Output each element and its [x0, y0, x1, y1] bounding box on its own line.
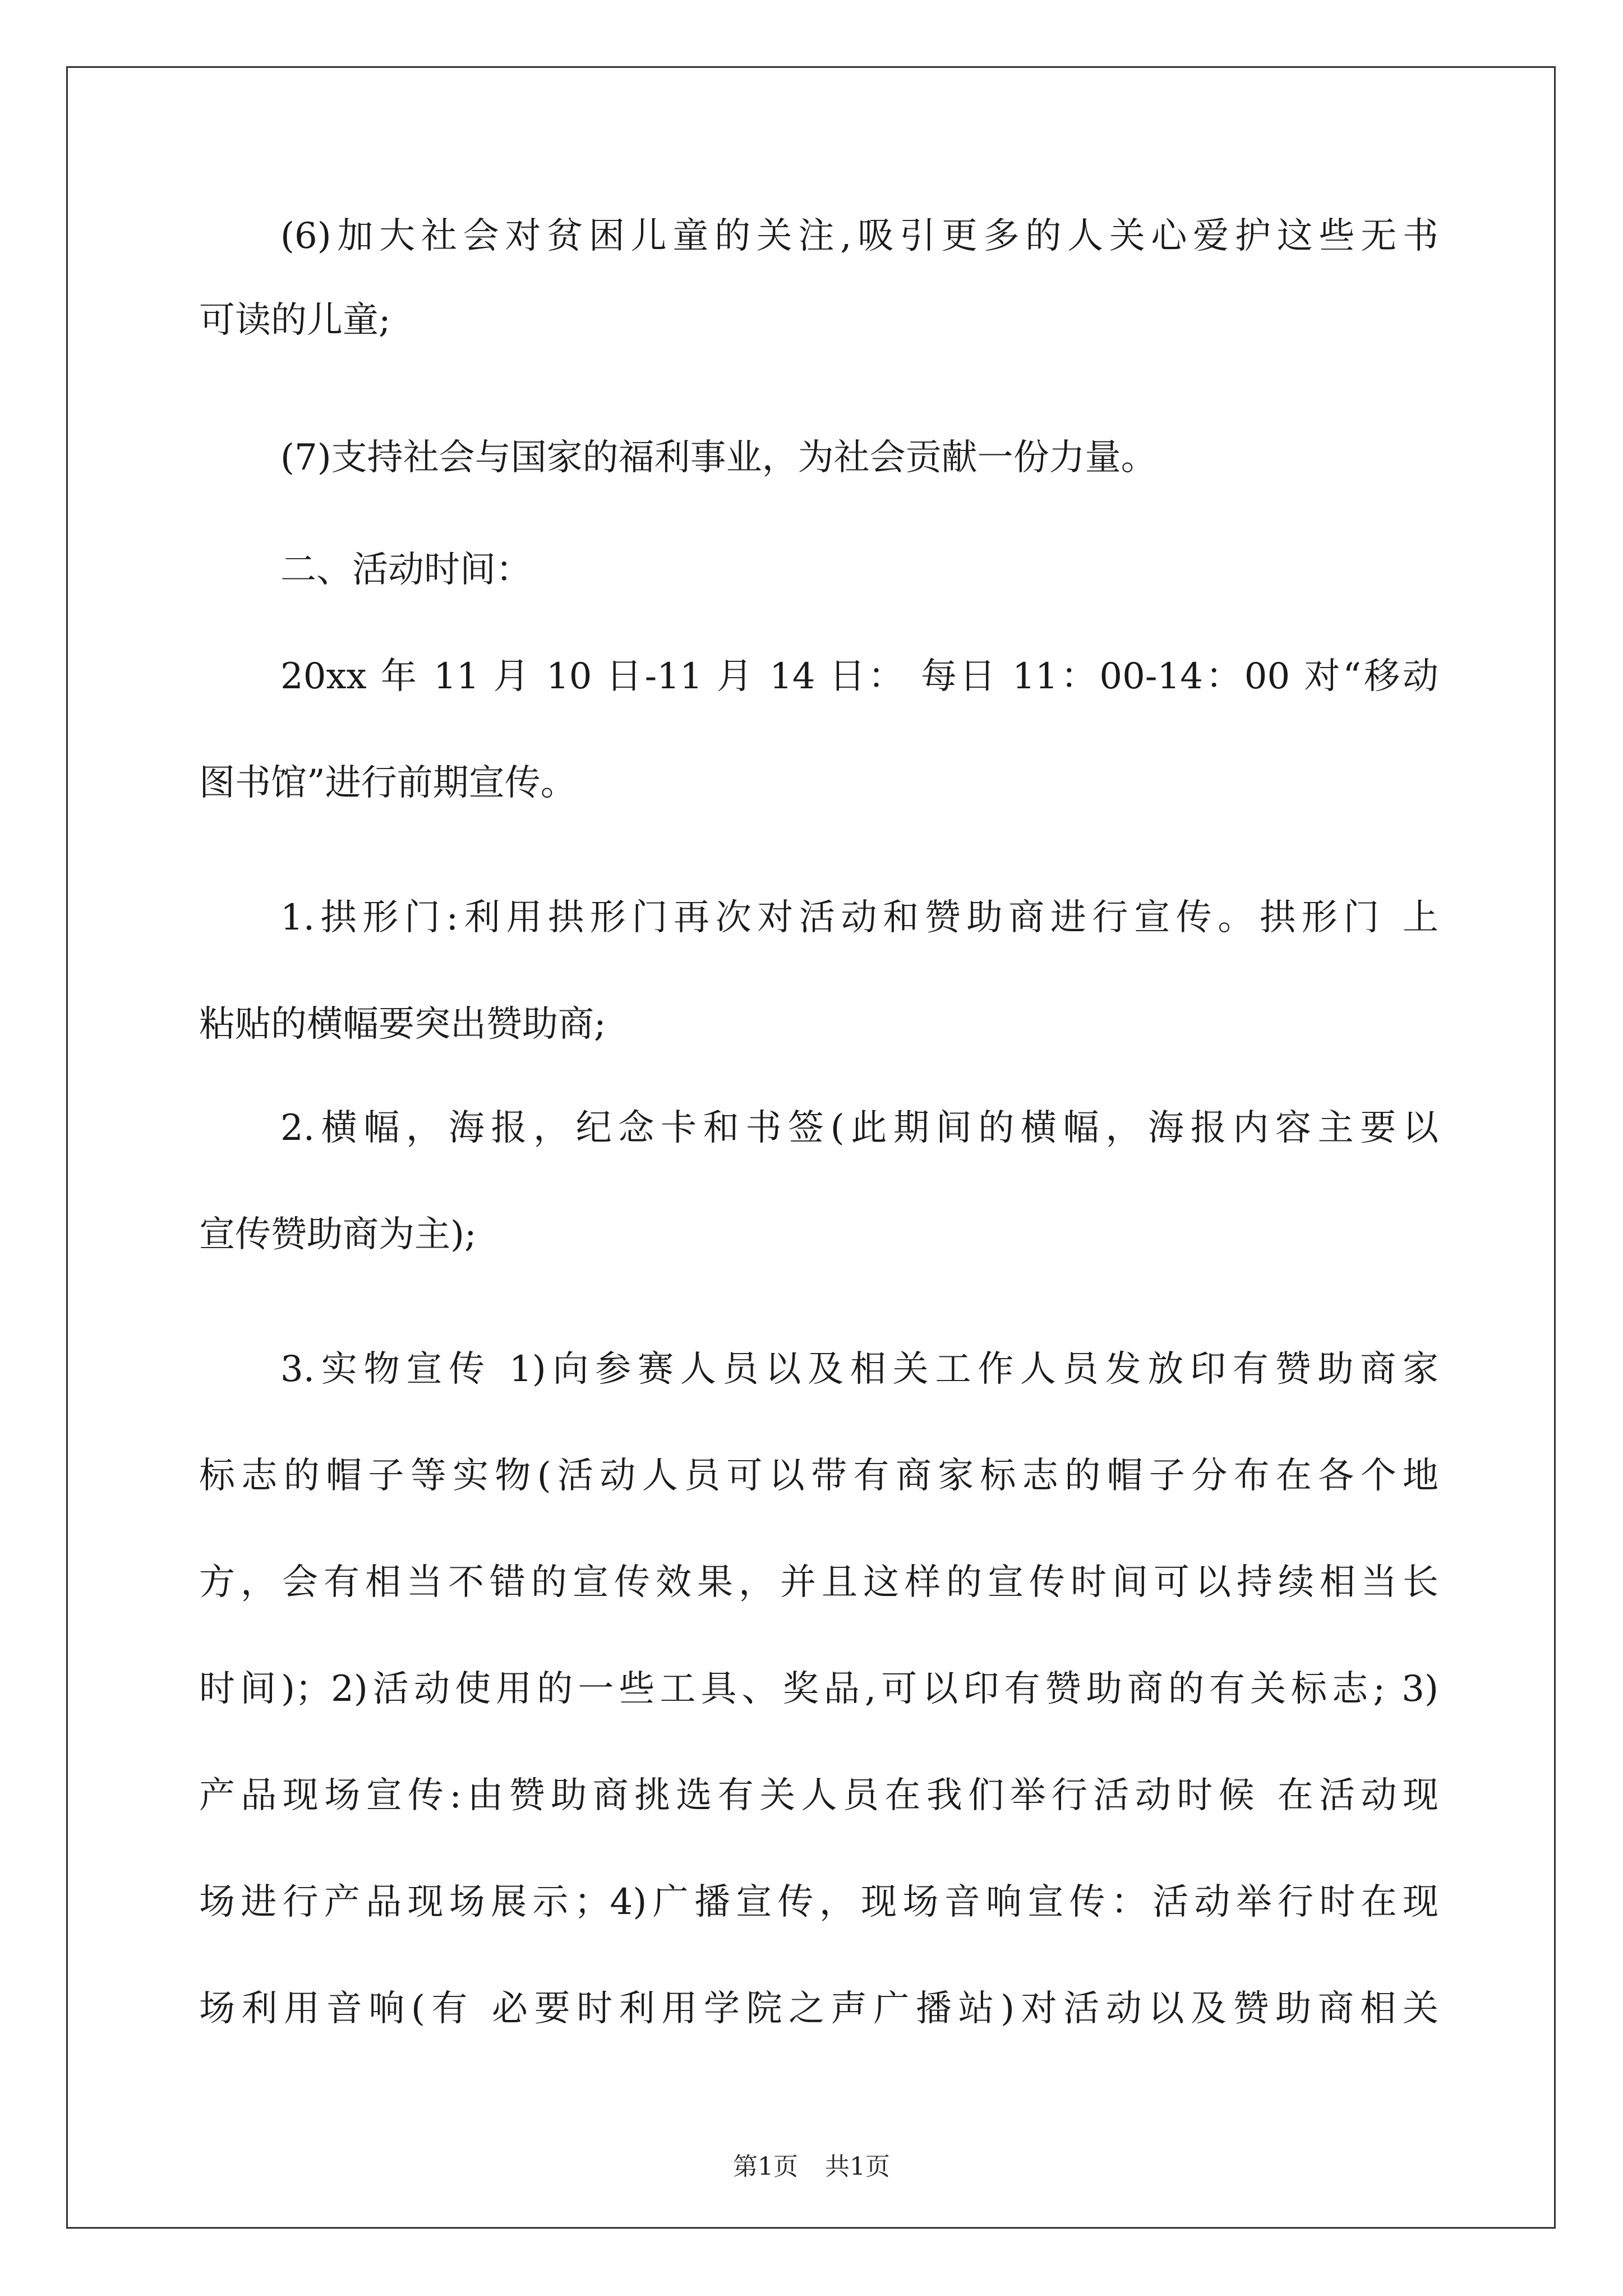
item-3-line-7: 场利用音响(有 必要时利用学院之声广播站)对活动以及赞助商相关 [199, 1988, 1438, 2030]
item-3-line-4: 时间)；2)活动使用的一些工具、奖品,可以印有赞助商的有关标志; 3) [199, 1668, 1438, 1710]
item-2-line-2: 宣传赞助商为主); [199, 1214, 477, 1255]
paragraph-6-line-2: 可读的儿童; [199, 300, 391, 341]
paragraph-7: (7)支持社会与国家的福利事业，为社会贡献一份力量。 [280, 437, 1157, 478]
schedule-line-2: 图书馆”进行前期宣传。 [199, 762, 577, 804]
item-3-line-5: 产品现场宣传:由赞助商挑选有关人员在我们举行活动时候 在活动现 [199, 1775, 1438, 1816]
item-1-line-1: 1.拱形门:利用拱形门再次对活动和赞助商进行宣传。拱形门 上 [280, 897, 1438, 938]
schedule-line-1: 20xx 年 11 月 10 日-11 月 14 日： 每日 11：00-14：00 对“移动 [280, 656, 1438, 697]
item-3-line-1: 3.实物宣传 1)向参赛人员以及相关工作人员发放印有赞助商家 [280, 1349, 1438, 1390]
page-number: 第1页 [733, 2152, 798, 2181]
paragraph-6-line-1: (6)加大社会对贫困儿童的关注,吸引更多的人关心爱护这些无书 [280, 215, 1438, 257]
item-2-line-1: 2.横幅，海报，纪念卡和书签(此期间的横幅，海报内容主要以 [280, 1107, 1438, 1149]
page-total: 共1页 [825, 2152, 890, 2181]
item-3-line-2: 标志的帽子等实物(活动人员可以带有商家标志的帽子分布在各个地 [199, 1455, 1438, 1497]
item-3-line-3: 方，会有相当不错的宣传效果，并且这样的宣传时间可以持续相当长 [199, 1562, 1438, 1603]
section-heading-activity-time: 二、活动时间： [280, 549, 532, 591]
item-3-line-6: 场进行产品现场展示；4)广播宣传，现场音响宣传：活动举行时在现 [199, 1881, 1438, 1923]
item-1-line-2: 粘贴的横幅要突出赞助商; [199, 1004, 606, 1045]
page-footer [0, 2153, 1623, 2181]
